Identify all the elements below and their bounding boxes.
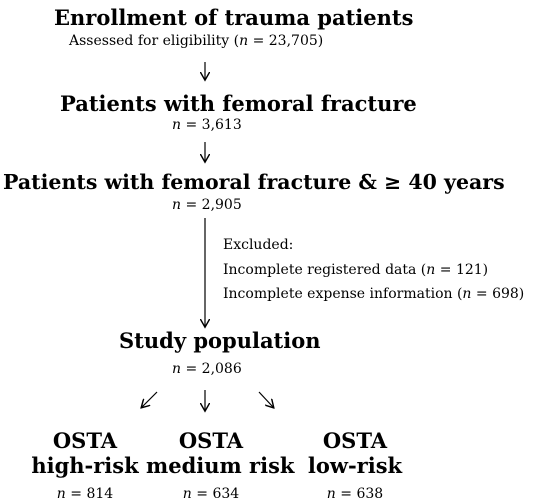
arrow-to-low-risk xyxy=(259,392,273,407)
arrow-to-high-risk xyxy=(142,392,157,407)
step-4-title: Study population xyxy=(119,328,321,353)
group-medium-risk-line1: OSTA xyxy=(178,428,244,453)
group-low-risk-n: n = 638 xyxy=(326,486,384,502)
group-medium-risk-line2: medium risk xyxy=(146,453,295,478)
exclusion-item-expense: Incomplete expense information (n = 698) xyxy=(223,286,525,302)
step-3-detail: n = 2,905 xyxy=(172,197,242,213)
group-high-risk-line2: high-risk xyxy=(31,453,139,478)
step-1-detail: Assessed for eligibility (n = 23,705) xyxy=(69,33,324,49)
step-3-title: Patients with femoral fracture & ≥ 40 years xyxy=(3,170,505,194)
exclusion-item-registered: Incomplete registered data (n = 121) xyxy=(223,262,489,278)
group-medium-risk-n: n = 634 xyxy=(182,486,240,502)
group-high-risk-n: n = 814 xyxy=(56,486,114,502)
group-low-risk-line1: OSTA xyxy=(322,428,388,453)
step-4-detail: n = 2,086 xyxy=(172,361,242,377)
group-low-risk xyxy=(300,428,410,502)
group-medium-risk xyxy=(146,428,295,502)
group-high-risk-line1: OSTA xyxy=(52,428,118,453)
exclusion-heading: Excluded: xyxy=(223,237,294,253)
group-low-risk-line2: low-risk xyxy=(307,453,403,478)
step-1-title: Enrollment of trauma patients xyxy=(54,5,414,30)
step-2-title: Patients with femoral fracture xyxy=(60,91,417,116)
step-2-detail: n = 3,613 xyxy=(172,117,242,133)
group-high-risk xyxy=(25,428,145,502)
